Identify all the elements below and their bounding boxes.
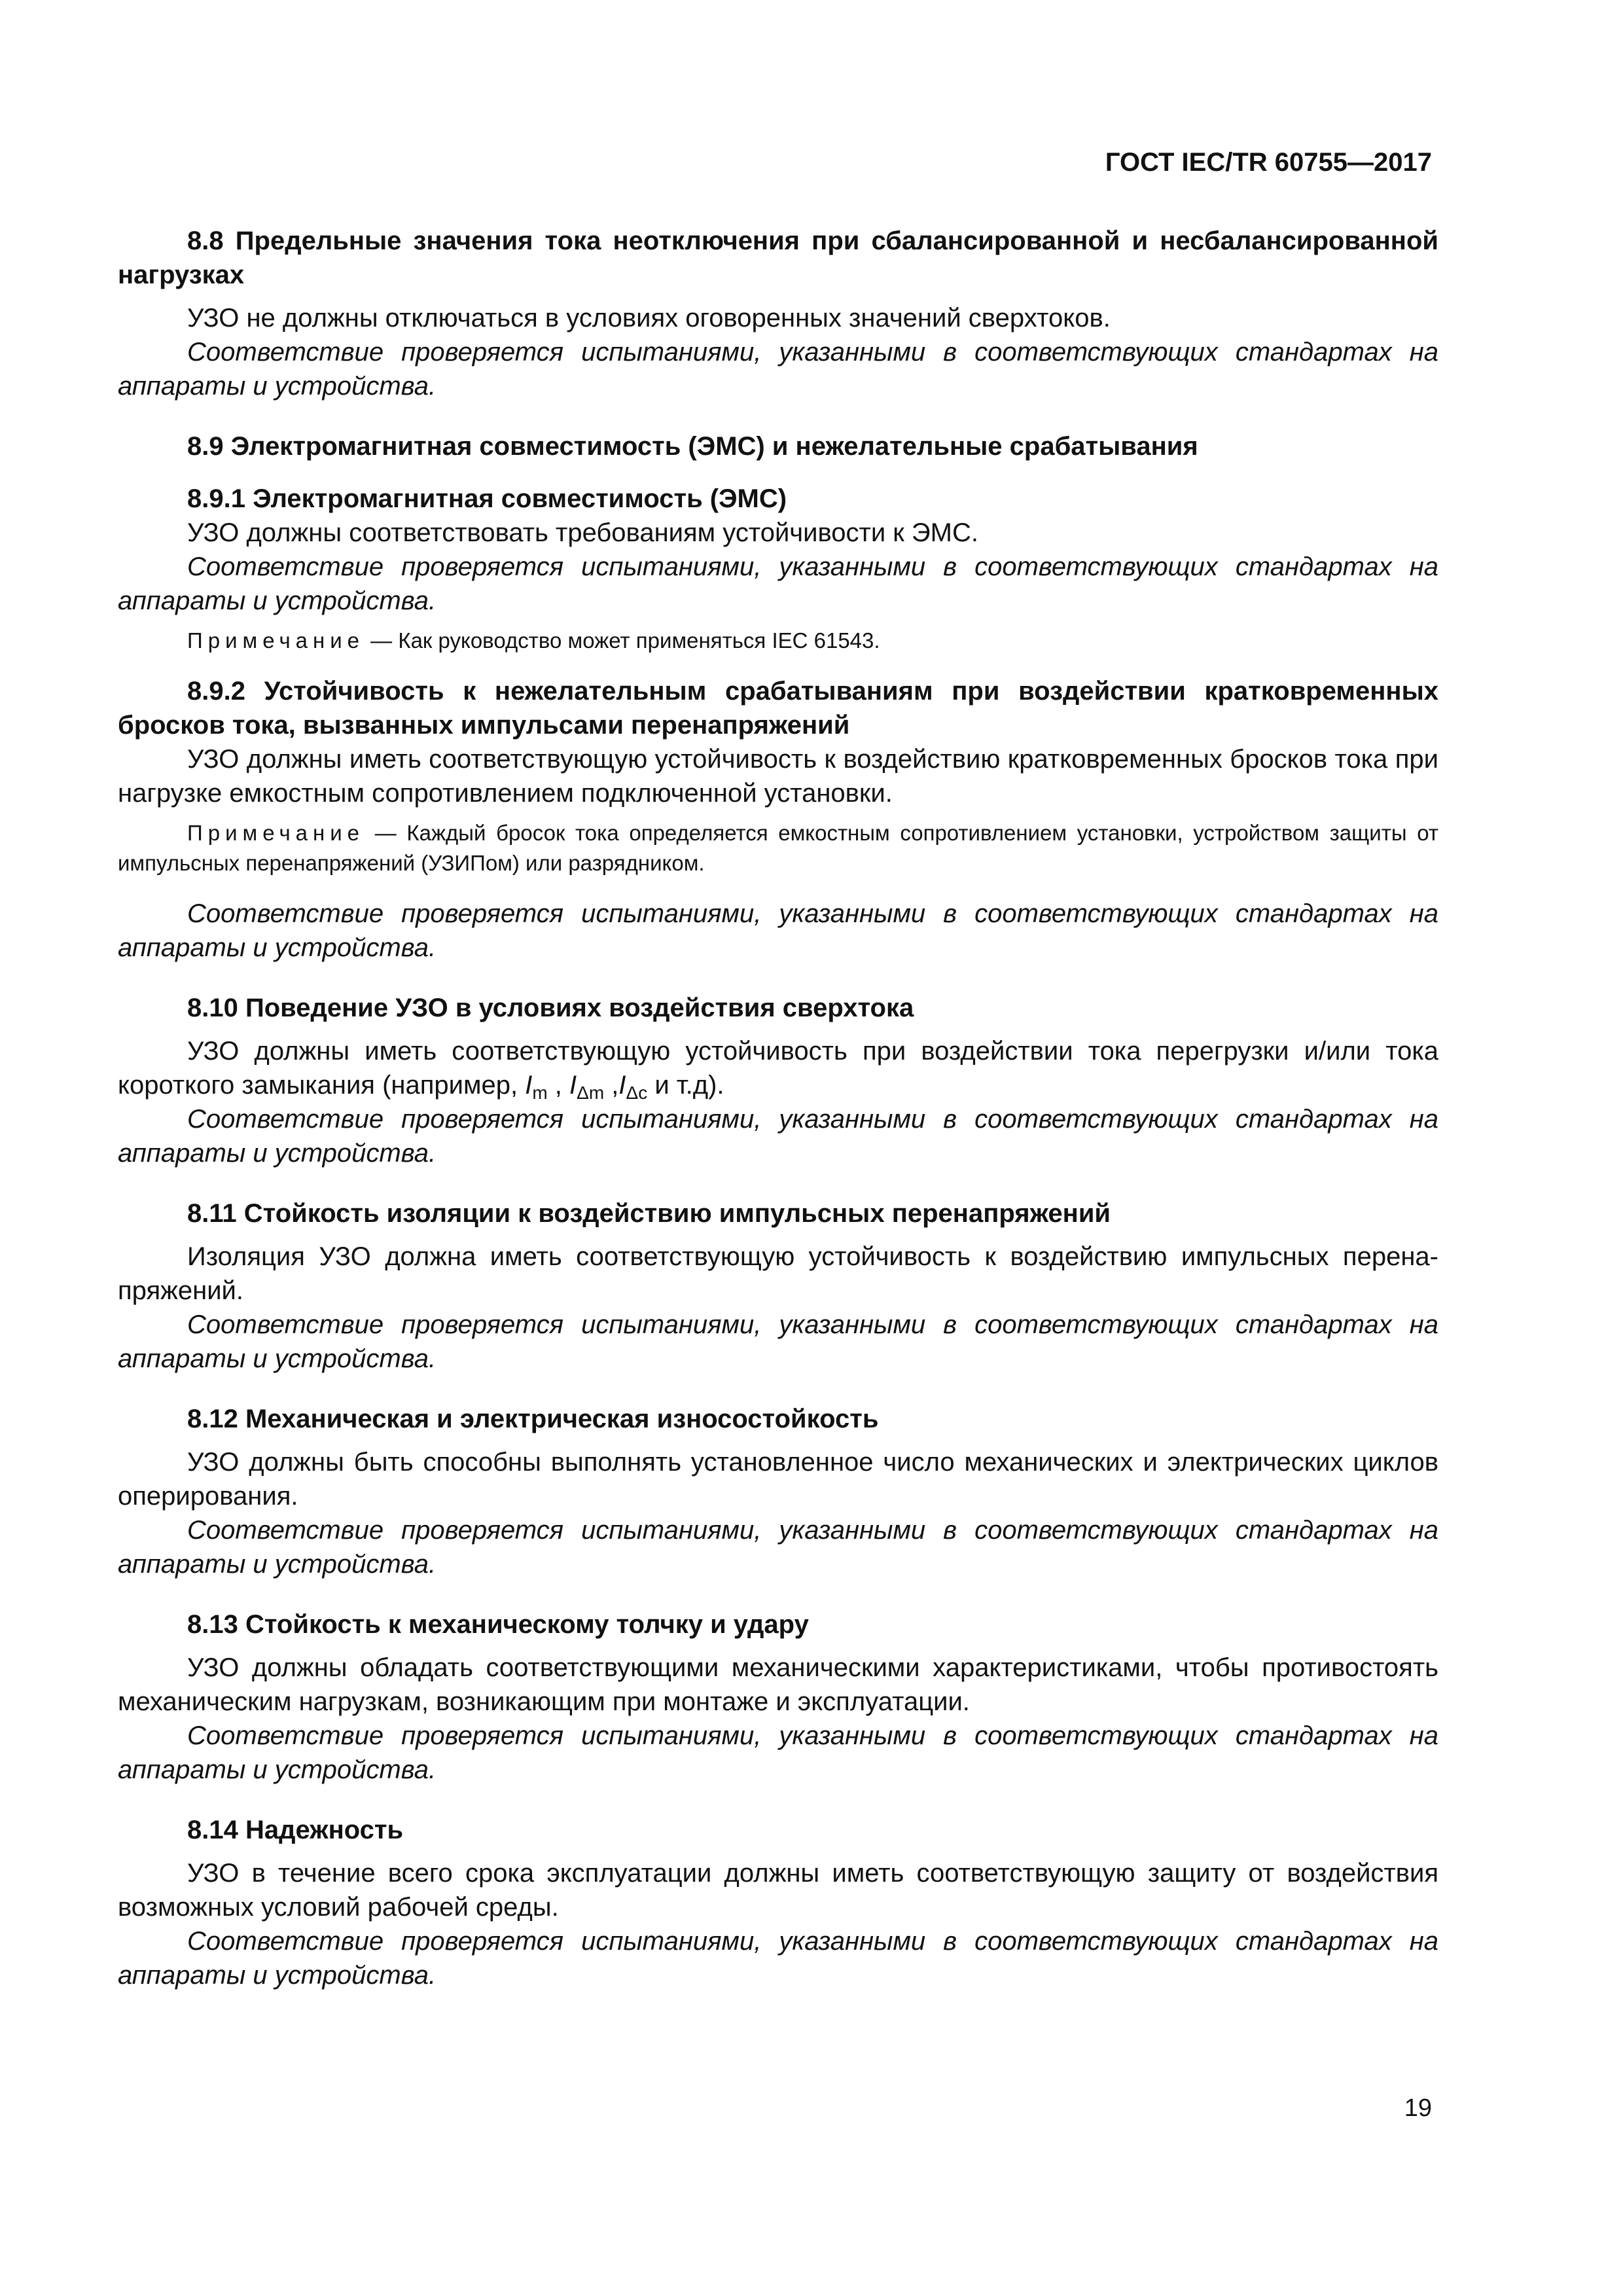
section-text <box>118 1034 1438 1102</box>
compliance-text: Соответствие проверяется испытаниями, указанными в соответствующих стандартах на аппараты и устройства. <box>118 899 1438 962</box>
symbol-i: I <box>525 1071 533 1100</box>
section-heading: 8.9.2 Устойчивость к нежелательным срабатываниям при воздействии кратковременных бросков тока, вызванных импульсами перенапряжений <box>118 677 1438 740</box>
standard-header: ГОСТ IEC/TR 60755—2017 <box>1105 148 1432 177</box>
section-8-9-2 <box>118 674 1438 965</box>
compliance-text: Соответствие проверяется испытаниями, указанными в соответствующих стандартах на аппараты и устройства. <box>118 338 1438 401</box>
compliance-text: Соответствие проверяется испытаниями, указанными в соответствующих стандартах на аппараты и устройства. <box>118 1105 1438 1168</box>
page-number: 19 <box>1404 2094 1432 2122</box>
section-text: УЗО должны обладать соответствующими механическими характеристиками, чтобы противостоять механическим нагрузкам, возникающим при монтаже и эксплуатации. <box>118 1653 1438 1716</box>
symbol-i: I <box>569 1071 577 1100</box>
section-heading: 8.11 Стойкость изоляции к воздействию импульсных перенапряжений <box>187 1199 1111 1228</box>
page-content <box>118 224 1438 2018</box>
note-label: Примечание <box>187 821 365 845</box>
section-8-14 <box>118 1813 1438 1992</box>
text-after: и т.д). <box>647 1071 724 1100</box>
section-8-13 <box>118 1607 1438 1787</box>
section-text: УЗО должны иметь соответствующую устойчивость к воздействию кратковременных бросков тока при нагрузке емкостным сопротивлением подключенной установки. <box>118 745 1438 808</box>
section-text: Изоляция УЗО должна иметь соответствующую устойчивость к воздействию импульсных перенапряжений. <box>118 1242 1438 1305</box>
section-heading: 8.14 Надежность <box>187 1816 404 1844</box>
section-text: УЗО не должны отключаться в условиях оговоренных значений сверхтоков. <box>187 304 1111 332</box>
symbol-subscript: m <box>532 1083 548 1103</box>
section-text: УЗО должны быть способны выполнять установленное число механических и электрических циклов оперирования. <box>118 1448 1438 1511</box>
section-heading: 8.10 Поведение УЗО в условиях воздействия сверхтока <box>187 994 914 1022</box>
note <box>118 626 1438 656</box>
section-text: УЗО должны соответствовать требованиям устойчивости к ЭМС. <box>187 518 978 547</box>
symbol-subscript: Δm <box>577 1083 605 1103</box>
compliance-text: Соответствие проверяется испытаниями, указанными в соответствующих стандартах на аппараты и устройства. <box>118 1310 1438 1373</box>
text-before: УЗО должны иметь соответствующую устойчивость при воздействии тока перегрузки и/или тока короткого замыкания (например, <box>118 1037 1438 1100</box>
note <box>118 818 1438 878</box>
symbol-subscript: Δc <box>626 1083 648 1103</box>
note-text: — Каждый бросок тока определяется емкостным сопротивлением установки, устройством защиты от импульсных перенапряжений (УЗИПом) или разрядником. <box>118 821 1438 875</box>
section-8-12 <box>118 1402 1438 1581</box>
note-text: — Как руководство может применяться IEC 61543. <box>365 628 880 653</box>
section-8-11 <box>118 1196 1438 1376</box>
section-heading: 8.9 Электромагнитная совместимость (ЭМС) и нежелательные срабатывания <box>187 432 1198 461</box>
section-heading: 8.8 Предельные значения тока неотключения при сбалансированной и несбалансированной нагрузках <box>118 226 1438 289</box>
symbol-i: I <box>618 1071 626 1100</box>
compliance-text: Соответствие проверяется испытаниями, указанными в соответствующих стандартах на аппараты и устройства. <box>118 1721 1438 1784</box>
compliance-text: Соответствие проверяется испытаниями, указанными в соответствующих стандартах на аппараты и устройства. <box>118 552 1438 615</box>
section-8-9 <box>118 429 1438 463</box>
section-heading: 8.9.1 Электромагнитная совместимость (ЭМС) <box>187 484 787 513</box>
section-heading: 8.12 Механическая и электрическая износостойкость <box>187 1405 879 1433</box>
section-8-8 <box>118 224 1438 403</box>
section-8-10 <box>118 991 1438 1170</box>
separator: , <box>604 1071 619 1100</box>
compliance-text: Соответствие проверяется испытаниями, указанными в соответствующих стандартах на аппараты и устройства. <box>118 1516 1438 1579</box>
note-label: Примечание <box>187 628 365 653</box>
section-8-9-1 <box>118 482 1438 656</box>
section-heading: 8.13 Стойкость к механическому толчку и удару <box>187 1610 809 1639</box>
separator: , <box>547 1071 569 1100</box>
compliance-text: Соответствие проверяется испытаниями, указанными в соответствующих стандартах на аппараты и устройства. <box>118 1927 1438 1990</box>
section-text: УЗО в течение всего срока эксплуатации должны иметь соответствующую защиту от воздействия возможных условий рабочей среды. <box>118 1859 1438 1922</box>
